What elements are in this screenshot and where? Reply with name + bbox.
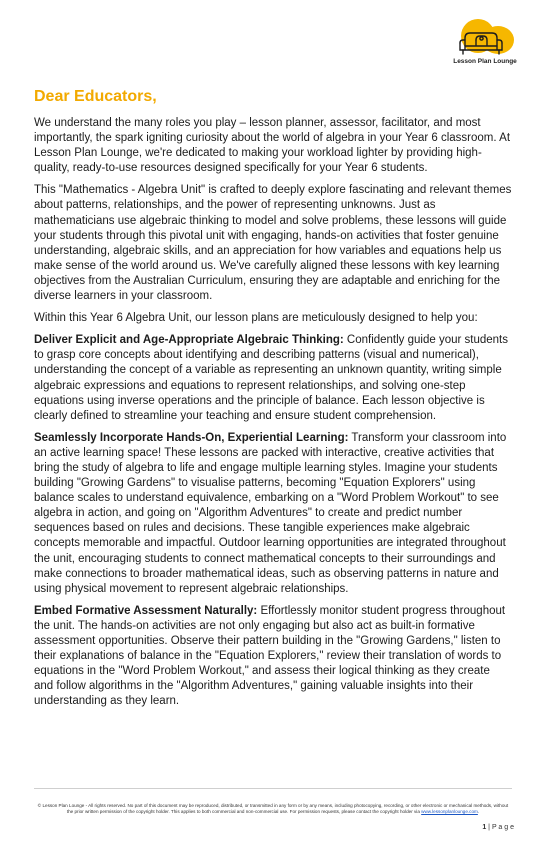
intro-paragraph-2: This "Mathematics - Algebra Unit" is crafted to deeply explore fascinating and relevant themes about patterns, relationships, and the power of representing unknowns. Just as mathematicians use algebraic thinking to model and solve problems, these lessons will guide your students through this pivotal unit with engaging, hands-on activities that foster genuine understanding, algebraic skills, and an appreciation for how variables and equations help us make sense of the world around us. We've carefully aligned these lessons with key learning objectives from the Australian Curriculum, ensuring they are adaptable and enriching for the diverse learners in your classroom.: [34, 184, 512, 303]
page-number-value: 1: [482, 824, 487, 831]
section-heading: Embed Formative Assessment Naturally:: [34, 604, 258, 617]
copyright-footer: [34, 803, 512, 815]
website-link[interactable]: www.lessonplanlounge.com: [421, 809, 478, 814]
section-heading: Deliver Explicit and Age-Appropriate Algebraic Thinking:: [34, 334, 344, 347]
copyright-text: © Lesson Plan Lounge - All rights reserved. No part of this document may be reproduced, distributed, or transmitted in any form or by any means, including photocopying, recording, or other electronic or mechanical methods, without the prior written permission of the copyright holder. This applies to both commercial and non-commercial use. For permission requests, please contact the copyright holder via: [37, 803, 509, 814]
page-label: | P a g e: [486, 824, 514, 831]
section-body: Confidently guide your students to grasp core concepts about identifying and describing patterns (visual and numerical), understanding the concept of a variable as representing an unknown quantity, writing simple algebraic expressions and equations to represent relationships, and solving one-step equations using inverse operations and the principle of balance. Each lesson objective is clearly defined to streamline your teaching and ensure student comprehension.: [34, 334, 508, 422]
section-body: Transform your classroom into an active learning space! These lessons are packed with interactive, creative activities that bring the study of algebra to life and engage multiple learning styles. Imagine your students building "Growing Gardens" to visualise patterns, becoming "Equation Explorers" using balance scales to understand equivalence, embarking on a "Word Problem Workout" to see algebra in action, and going on "Algorithm Adventures" to create and predict number sequences based on rules and decisions. These tangible experiences make algebraic concepts memorable and impactful. Outdoor learning opportunities are integrated throughout the unit, encouraging students to connect mathematical concepts to their surroundings and make connections to broader mathematical ideas, such as observing patterns in nature and using physical movement to represent algebraic relationships.: [34, 431, 507, 595]
page-number: [470, 824, 514, 831]
brand-logo: [452, 16, 518, 70]
greeting-heading: Dear Educators,: [34, 88, 157, 105]
intro-paragraph-1: We understand the many roles you play – lesson planner, assessor, facilitator, and most importantly, the spark igniting curiosity about the world of algebra in your Year 6 classroom. At Lesson Plan Lounge, we're dedicated to making your workload lighter by providing high-quality, ready-to-use resources designed specifically for your Year 6 students.: [34, 117, 511, 175]
logo-text: Lesson Plan Lounge: [453, 58, 517, 65]
letter-body: [34, 88, 512, 716]
footer-divider: [34, 788, 512, 789]
section-explicit-thinking: [34, 333, 512, 424]
section-body: Effortlessly monitor student progress throughout the unit. The hands-on activities are not only engaging but also act as built-in formative assessment opportunities. Observe their pattern building in the "Growing Gardens," listen to their explanations of balance in the "Equation Explorers," review their translation of words to equations in the "Word Problem Workout," and assess their logical thinking as they create and follow algorithms in the "Algorithm Adventures," gaining valuable insights into their understanding as they learn.: [34, 604, 506, 708]
section-heading: Seamlessly Incorporate Hands-On, Experiential Learning:: [34, 431, 349, 444]
lounge-chair-icon: [452, 16, 518, 60]
section-hands-on-learning: [34, 431, 512, 597]
section-formative-assessment: [34, 604, 512, 710]
copyright-suffix: .: [477, 809, 480, 814]
intro-paragraph-3: Within this Year 6 Algebra Unit, our lesson plans are meticulously designed to help you:: [34, 312, 478, 325]
